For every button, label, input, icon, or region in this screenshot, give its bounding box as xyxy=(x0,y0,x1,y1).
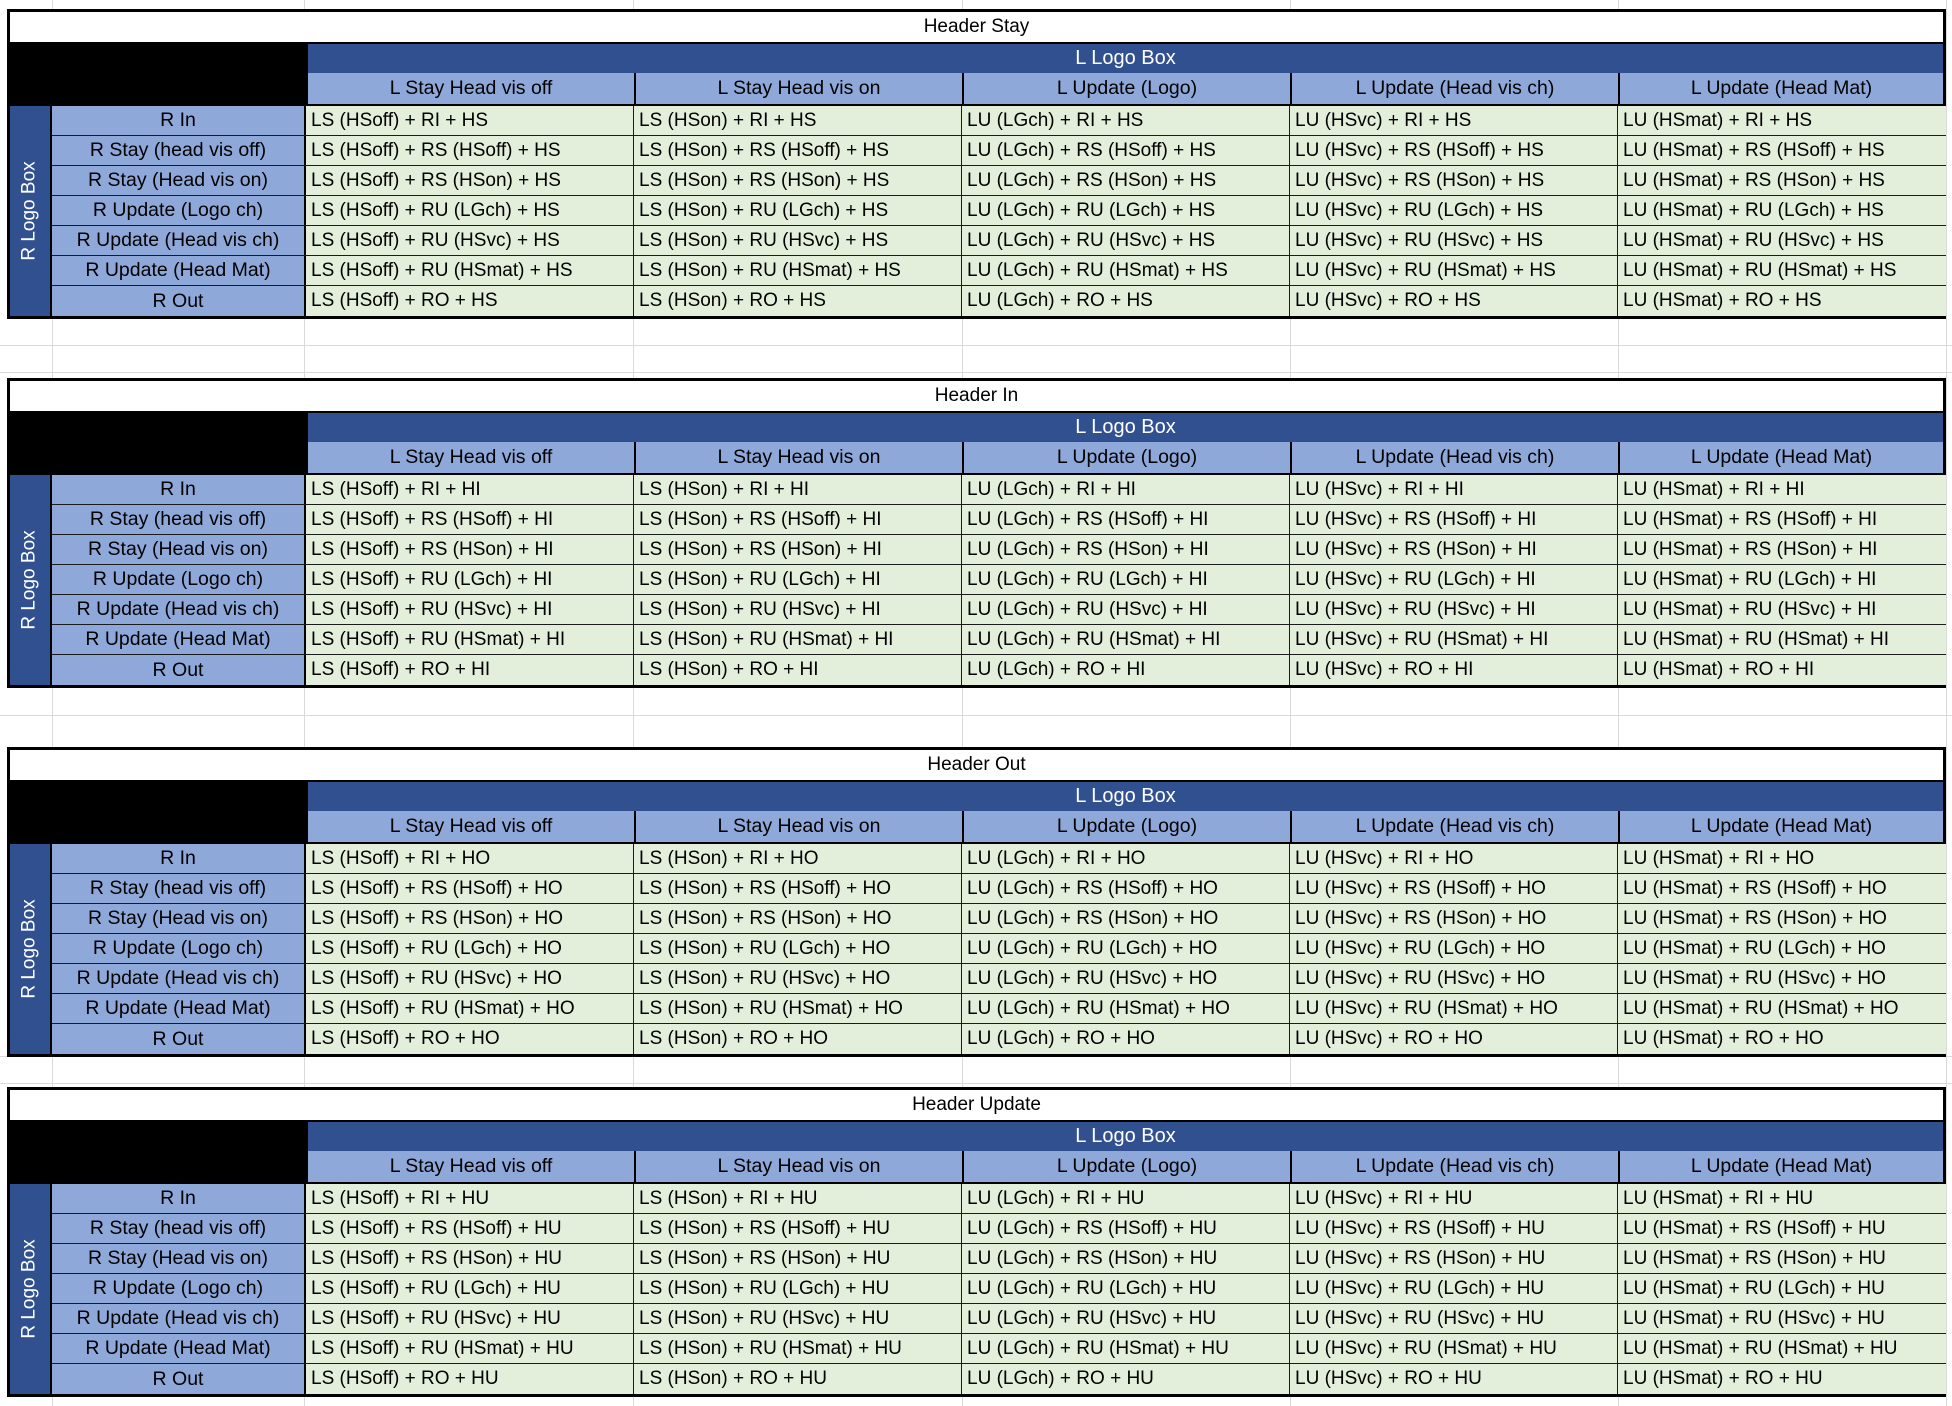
l-logo-row xyxy=(10,1122,1943,1151)
table-cell[interactable]: LS (HSoff) + RU (LGch) + HS xyxy=(306,196,634,225)
matrix-table xyxy=(7,9,1946,319)
table-row xyxy=(52,535,1946,565)
table-cell[interactable]: LU (HSvc) + RU (HSmat) + HS xyxy=(1290,256,1618,285)
table-cell[interactable]: LS (HSon) + RU (HSmat) + HO xyxy=(634,994,962,1023)
table-row xyxy=(52,844,1946,874)
column-header[interactable]: L Update (Head vis ch) xyxy=(1290,1151,1618,1182)
table-cell[interactable]: LU (HSvc) + RI + HU xyxy=(1290,1184,1618,1213)
table-cell[interactable]: LS (HSoff) + RO + HI xyxy=(306,655,634,685)
table-row xyxy=(52,934,1946,964)
table-cell[interactable]: LS (HSoff) + RU (LGch) + HI xyxy=(306,565,634,594)
table-cell[interactable]: LU (LGch) + RU (HSmat) + HS xyxy=(962,256,1290,285)
table-title[interactable]: Header Update xyxy=(10,1090,1943,1122)
table-cell[interactable]: LS (HSon) + RU (HSmat) + HU xyxy=(634,1334,962,1363)
column-header[interactable]: L Update (Head Mat) xyxy=(1618,442,1943,473)
matrix-table xyxy=(7,1087,1946,1397)
table-cell[interactable]: LU (HSvc) + RO + HS xyxy=(1290,286,1618,316)
column-header[interactable]: L Update (Logo) xyxy=(962,73,1290,104)
table-cell[interactable]: LS (HSoff) + RU (HSvc) + HU xyxy=(306,1304,634,1333)
table-cell[interactable]: LS (HSon) + RU (HSmat) + HI xyxy=(634,625,962,654)
table-cell[interactable]: LU (HSmat) + RI + HU xyxy=(1618,1184,1946,1213)
table-cell[interactable]: LU (HSmat) + RS (HSoff) + HU xyxy=(1618,1214,1946,1243)
table-cell[interactable]: LU (HSvc) + RU (LGch) + HU xyxy=(1290,1274,1618,1303)
table-cell[interactable]: LS (HSon) + RS (HSoff) + HU xyxy=(634,1214,962,1243)
r-logo-box-header[interactable] xyxy=(10,475,52,685)
row-header[interactable]: R Update (Head vis ch) xyxy=(52,595,306,624)
corner-cell[interactable] xyxy=(10,1122,306,1151)
column-header[interactable]: L Update (Head vis ch) xyxy=(1290,73,1618,104)
r-logo-box-label: R Logo Box xyxy=(19,161,41,261)
table-row xyxy=(52,1304,1946,1334)
l-logo-row xyxy=(10,44,1943,73)
row-header[interactable]: R Update (Logo ch) xyxy=(52,934,306,963)
corner-cell[interactable] xyxy=(10,73,306,104)
table-cell[interactable]: LS (HSon) + RU (LGch) + HS xyxy=(634,196,962,225)
r-logo-box-header[interactable] xyxy=(10,106,52,316)
table-cell[interactable]: LU (HSmat) + RS (HSoff) + HO xyxy=(1618,874,1946,903)
table-cell[interactable]: LS (HSoff) + RS (HSon) + HO xyxy=(306,904,634,933)
table-cell[interactable]: LU (HSvc) + RI + HO xyxy=(1290,844,1618,873)
table-row xyxy=(52,136,1946,166)
table-row xyxy=(52,1364,1946,1394)
table-cell[interactable]: LS (HSon) + RI + HI xyxy=(634,475,962,504)
column-header[interactable]: L Update (Head Mat) xyxy=(1618,811,1943,842)
row-header[interactable]: R Stay (head vis off) xyxy=(52,505,306,534)
table-cell[interactable]: LS (HSoff) + RU (HSmat) + HS xyxy=(306,256,634,285)
row-header[interactable]: R Update (Head Mat) xyxy=(52,1334,306,1363)
table-cell[interactable]: LU (HSmat) + RO + HS xyxy=(1618,286,1946,316)
row-header[interactable]: R Update (Head vis ch) xyxy=(52,226,306,255)
table-row xyxy=(52,655,1946,685)
row-header[interactable]: R Update (Logo ch) xyxy=(52,565,306,594)
column-header[interactable]: L Update (Logo) xyxy=(962,811,1290,842)
table-row xyxy=(52,286,1946,316)
column-header[interactable]: L Update (Logo) xyxy=(962,1151,1290,1182)
table-cell[interactable]: LU (HSmat) + RO + HO xyxy=(1618,1024,1946,1054)
table-row xyxy=(52,505,1946,535)
table-cell[interactable]: LS (HSon) + RU (HSmat) + HS xyxy=(634,256,962,285)
r-logo-box-label: R Logo Box xyxy=(19,899,41,999)
table-cell[interactable]: LU (LGch) + RS (HSon) + HS xyxy=(962,166,1290,195)
table-cell[interactable]: LS (HSon) + RO + HI xyxy=(634,655,962,685)
table-row xyxy=(52,964,1946,994)
table-cell[interactable]: LU (HSmat) + RI + HS xyxy=(1618,106,1946,135)
column-header-row xyxy=(10,811,1943,844)
table-cell[interactable]: LU (LGch) + RI + HO xyxy=(962,844,1290,873)
table-cell[interactable]: LU (HSvc) + RS (HSoff) + HS xyxy=(1290,136,1618,165)
table-cell[interactable]: LU (HSvc) + RU (HSmat) + HI xyxy=(1290,625,1618,654)
table-cell[interactable]: LS (HSon) + RU (HSvc) + HI xyxy=(634,595,962,624)
table-cell[interactable]: LU (HSvc) + RO + HO xyxy=(1290,1024,1618,1054)
table-cell[interactable]: LU (LGch) + RU (LGch) + HU xyxy=(962,1274,1290,1303)
table-cell[interactable]: LS (HSon) + RS (HSon) + HO xyxy=(634,904,962,933)
row-header[interactable]: R Stay (head vis off) xyxy=(52,1214,306,1243)
table-cell[interactable]: LU (HSvc) + RO + HU xyxy=(1290,1364,1618,1394)
table-cell[interactable]: LU (HSmat) + RU (HSvc) + HU xyxy=(1618,1304,1946,1333)
table-cell[interactable]: LU (LGch) + RO + HS xyxy=(962,286,1290,316)
table-cell[interactable]: LU (HSvc) + RU (HSmat) + HU xyxy=(1290,1334,1618,1363)
table-cell[interactable]: LU (HSvc) + RU (LGch) + HI xyxy=(1290,565,1618,594)
table-cell[interactable]: LU (HSvc) + RU (HSvc) + HO xyxy=(1290,964,1618,993)
row-header[interactable]: R Update (Head vis ch) xyxy=(52,1304,306,1333)
table-row xyxy=(52,1244,1946,1274)
table-cell[interactable]: LU (LGch) + RU (HSmat) + HI xyxy=(962,625,1290,654)
table-cell[interactable]: LU (LGch) + RU (LGch) + HI xyxy=(962,565,1290,594)
table-cell[interactable]: LU (HSmat) + RS (HSon) + HI xyxy=(1618,535,1946,564)
table-cell[interactable]: LS (HSoff) + RI + HO xyxy=(306,844,634,873)
table-cell[interactable]: LU (HSmat) + RU (HSvc) + HO xyxy=(1618,964,1946,993)
table-cell[interactable]: LS (HSoff) + RS (HSoff) + HS xyxy=(306,136,634,165)
row-header[interactable]: R In xyxy=(52,844,306,873)
corner-cell[interactable] xyxy=(10,811,306,842)
table-cell[interactable]: LS (HSon) + RI + HU xyxy=(634,1184,962,1213)
table-cell[interactable]: LU (HSvc) + RS (HSon) + HO xyxy=(1290,904,1618,933)
table-cell[interactable]: LU (LGch) + RU (LGch) + HO xyxy=(962,934,1290,963)
table-cell[interactable]: LU (LGch) + RO + HI xyxy=(962,655,1290,685)
corner-cell[interactable] xyxy=(10,442,306,473)
table-cell[interactable]: LS (HSoff) + RS (HSoff) + HO xyxy=(306,874,634,903)
corner-cell[interactable] xyxy=(10,413,306,442)
row-header[interactable]: R Update (Logo ch) xyxy=(52,196,306,225)
table-cell[interactable]: LU (HSmat) + RS (HSon) + HO xyxy=(1618,904,1946,933)
column-header[interactable]: L Update (Head Mat) xyxy=(1618,73,1943,104)
column-header[interactable]: L Stay Head vis on xyxy=(634,1151,962,1182)
table-cell[interactable]: LS (HSoff) + RU (HSmat) + HO xyxy=(306,994,634,1023)
table-cell[interactable]: LU (HSmat) + RU (HSvc) + HS xyxy=(1618,226,1946,255)
table-cell[interactable]: LS (HSon) + RO + HS xyxy=(634,286,962,316)
corner-cell[interactable] xyxy=(10,782,306,811)
table-cell[interactable]: LS (HSon) + RU (HSvc) + HS xyxy=(634,226,962,255)
table-cell[interactable]: LU (LGch) + RU (HSmat) + HO xyxy=(962,994,1290,1023)
table-cell[interactable]: LU (HSvc) + RS (HSon) + HU xyxy=(1290,1244,1618,1273)
table-cell[interactable]: LU (HSvc) + RO + HI xyxy=(1290,655,1618,685)
table-cell[interactable]: LU (HSmat) + RI + HI xyxy=(1618,475,1946,504)
row-header[interactable]: R Stay (Head vis on) xyxy=(52,904,306,933)
table-cell[interactable]: LU (LGch) + RS (HSon) + HI xyxy=(962,535,1290,564)
table-row xyxy=(52,904,1946,934)
table-cell[interactable]: LU (HSvc) + RU (LGch) + HO xyxy=(1290,934,1618,963)
row-header[interactable]: R Stay (Head vis on) xyxy=(52,166,306,195)
table-row xyxy=(52,106,1946,136)
row-header[interactable]: R Update (Head Mat) xyxy=(52,994,306,1023)
table-cell[interactable]: LU (LGch) + RU (LGch) + HS xyxy=(962,196,1290,225)
table-cell[interactable]: LU (HSmat) + RS (HSoff) + HS xyxy=(1618,136,1946,165)
table-cell[interactable]: LU (LGch) + RI + HU xyxy=(962,1184,1290,1213)
column-header-row xyxy=(10,73,1943,106)
table-cell[interactable]: LS (HSoff) + RU (LGch) + HU xyxy=(306,1274,634,1303)
table-cell[interactable]: LU (HSvc) + RU (HSvc) + HI xyxy=(1290,595,1618,624)
table-cell[interactable]: LS (HSoff) + RO + HO xyxy=(306,1024,634,1054)
table-cell[interactable]: LU (HSvc) + RU (HSmat) + HO xyxy=(1290,994,1618,1023)
table-row xyxy=(52,1214,1946,1244)
row-header[interactable]: R Update (Logo ch) xyxy=(52,1274,306,1303)
table-cell[interactable]: LU (HSvc) + RU (HSvc) + HS xyxy=(1290,226,1618,255)
row-header[interactable]: R Out xyxy=(52,1024,306,1054)
table-cell[interactable]: LU (HSmat) + RU (LGch) + HO xyxy=(1618,934,1946,963)
table-cell[interactable]: LS (HSoff) + RS (HSoff) + HU xyxy=(306,1214,634,1243)
table-cell[interactable]: LU (LGch) + RS (HSon) + HU xyxy=(962,1244,1290,1273)
table-cell[interactable]: LS (HSoff) + RI + HU xyxy=(306,1184,634,1213)
table-cell[interactable]: LU (HSmat) + RU (HSmat) + HU xyxy=(1618,1334,1946,1363)
table-cell[interactable]: LS (HSon) + RS (HSoff) + HS xyxy=(634,136,962,165)
table-row xyxy=(52,625,1946,655)
table-row xyxy=(52,595,1946,625)
table-cell[interactable]: LS (HSoff) + RU (HSvc) + HI xyxy=(306,595,634,624)
matrix-table xyxy=(7,378,1946,688)
table-cell[interactable]: LU (LGch) + RS (HSoff) + HU xyxy=(962,1214,1290,1243)
table-body xyxy=(10,106,1943,316)
table-cell[interactable]: LS (HSon) + RU (LGch) + HO xyxy=(634,934,962,963)
table-row xyxy=(52,1274,1946,1304)
table-body xyxy=(10,844,1943,1054)
r-logo-box-header[interactable] xyxy=(10,844,52,1054)
table-row xyxy=(52,1184,1946,1214)
column-header-row xyxy=(10,442,1943,475)
table-cell[interactable]: LU (LGch) + RS (HSoff) + HS xyxy=(962,136,1290,165)
row-header[interactable]: R Out xyxy=(52,1364,306,1394)
row-header[interactable]: R In xyxy=(52,106,306,135)
row-header[interactable]: R Out xyxy=(52,286,306,316)
table-cell[interactable]: LU (HSmat) + RU (LGch) + HI xyxy=(1618,565,1946,594)
table-cell[interactable]: LU (LGch) + RI + HS xyxy=(962,106,1290,135)
table-body xyxy=(10,1184,1943,1394)
corner-cell[interactable] xyxy=(10,1151,306,1182)
table-row xyxy=(52,1334,1946,1364)
table-cell[interactable]: LS (HSoff) + RU (HSmat) + HU xyxy=(306,1334,634,1363)
table-cell[interactable]: LU (LGch) + RI + HI xyxy=(962,475,1290,504)
r-logo-box-label: R Logo Box xyxy=(19,1239,41,1339)
table-cell[interactable]: LS (HSon) + RI + HO xyxy=(634,844,962,873)
table-cell[interactable]: LU (LGch) + RO + HU xyxy=(962,1364,1290,1394)
table-cell[interactable]: LS (HSoff) + RI + HI xyxy=(306,475,634,504)
table-cell[interactable]: LU (LGch) + RS (HSoff) + HI xyxy=(962,505,1290,534)
table-cell[interactable]: LS (HSoff) + RS (HSoff) + HI xyxy=(306,505,634,534)
column-header[interactable]: L Stay Head vis off xyxy=(306,73,634,104)
table-cell[interactable]: LU (HSvc) + RS (HSoff) + HU xyxy=(1290,1214,1618,1243)
table-cell[interactable]: LU (LGch) + RU (HSvc) + HI xyxy=(962,595,1290,624)
table-cell[interactable]: LU (HSvc) + RU (HSvc) + HU xyxy=(1290,1304,1618,1333)
column-header[interactable]: L Update (Head vis ch) xyxy=(1290,811,1618,842)
table-cell[interactable]: LU (HSmat) + RU (HSmat) + HI xyxy=(1618,625,1946,654)
column-header[interactable]: L Stay Head vis on xyxy=(634,73,962,104)
table-title[interactable]: Header Out xyxy=(10,750,1943,782)
table-cell[interactable]: LU (HSvc) + RU (LGch) + HS xyxy=(1290,196,1618,225)
column-header[interactable]: L Stay Head vis off xyxy=(306,811,634,842)
table-cell[interactable]: LU (HSmat) + RU (LGch) + HS xyxy=(1618,196,1946,225)
table-cell[interactable]: LU (HSmat) + RS (HSon) + HS xyxy=(1618,166,1946,195)
table-row xyxy=(52,475,1946,505)
column-header[interactable]: L Stay Head vis off xyxy=(306,442,634,473)
table-cell[interactable]: LU (HSvc) + RS (HSon) + HS xyxy=(1290,166,1618,195)
row-header[interactable]: R In xyxy=(52,475,306,504)
l-logo-box-header[interactable]: L Logo Box xyxy=(306,44,1943,73)
matrix-table xyxy=(7,747,1946,1057)
table-cell[interactable]: LS (HSoff) + RS (HSon) + HU xyxy=(306,1244,634,1273)
row-header[interactable]: R Stay (head vis off) xyxy=(52,136,306,165)
table-cell[interactable]: LS (HSoff) + RO + HU xyxy=(306,1364,634,1394)
row-header[interactable]: R Update (Head vis ch) xyxy=(52,964,306,993)
table-row xyxy=(52,565,1946,595)
column-header-row xyxy=(10,1151,1943,1184)
table-cell[interactable]: LS (HSoff) + RO + HS xyxy=(306,286,634,316)
table-row xyxy=(52,1024,1946,1054)
row-header[interactable]: R Update (Head Mat) xyxy=(52,625,306,654)
table-cell[interactable]: LS (HSon) + RU (LGch) + HU xyxy=(634,1274,962,1303)
table-cell[interactable]: LU (HSmat) + RI + HO xyxy=(1618,844,1946,873)
row-header[interactable]: R Stay (head vis off) xyxy=(52,874,306,903)
table-row xyxy=(52,256,1946,286)
table-cell[interactable]: LS (HSoff) + RS (HSon) + HS xyxy=(306,166,634,195)
table-cell[interactable]: LS (HSon) + RO + HO xyxy=(634,1024,962,1054)
table-cell[interactable]: LU (LGch) + RU (HSvc) + HU xyxy=(962,1304,1290,1333)
table-cell[interactable]: LU (HSmat) + RO + HU xyxy=(1618,1364,1946,1394)
table-cell[interactable]: LU (LGch) + RU (HSvc) + HS xyxy=(962,226,1290,255)
table-cell[interactable]: LS (HSon) + RS (HSon) + HS xyxy=(634,166,962,195)
table-cell[interactable]: LU (LGch) + RS (HSon) + HO xyxy=(962,904,1290,933)
table-cell[interactable]: LU (HSmat) + RS (HSoff) + HI xyxy=(1618,505,1946,534)
column-header[interactable]: L Stay Head vis on xyxy=(634,442,962,473)
table-body xyxy=(10,475,1943,685)
column-header[interactable]: L Stay Head vis off xyxy=(306,1151,634,1182)
table-cell[interactable]: LS (HSoff) + RU (LGch) + HO xyxy=(306,934,634,963)
r-logo-box-label: R Logo Box xyxy=(19,530,41,630)
table-cell[interactable]: LU (HSvc) + RS (HSoff) + HI xyxy=(1290,505,1618,534)
table-cell[interactable]: LU (HSvc) + RI + HI xyxy=(1290,475,1618,504)
table-cell[interactable]: LS (HSoff) + RU (HSvc) + HS xyxy=(306,226,634,255)
table-cell[interactable]: LU (LGch) + RO + HO xyxy=(962,1024,1290,1054)
table-cell[interactable]: LU (LGch) + RU (HSmat) + HU xyxy=(962,1334,1290,1363)
column-header[interactable]: L Update (Logo) xyxy=(962,442,1290,473)
l-logo-box-header[interactable]: L Logo Box xyxy=(306,413,1943,442)
table-cell[interactable]: LS (HSon) + RU (HSvc) + HU xyxy=(634,1304,962,1333)
table-cell[interactable]: LS (HSon) + RS (HSon) + HI xyxy=(634,535,962,564)
table-row xyxy=(52,874,1946,904)
row-header[interactable]: R Update (Head Mat) xyxy=(52,256,306,285)
column-header[interactable]: L Stay Head vis on xyxy=(634,811,962,842)
table-cell[interactable]: LS (HSoff) + RS (HSon) + HI xyxy=(306,535,634,564)
l-logo-row xyxy=(10,413,1943,442)
column-header[interactable]: L Update (Head vis ch) xyxy=(1290,442,1618,473)
row-header[interactable]: R Stay (Head vis on) xyxy=(52,535,306,564)
table-cell[interactable]: LS (HSon) + RI + HS xyxy=(634,106,962,135)
table-cell[interactable]: LU (HSvc) + RI + HS xyxy=(1290,106,1618,135)
table-cell[interactable]: LU (LGch) + RS (HSoff) + HO xyxy=(962,874,1290,903)
table-cell[interactable]: LS (HSon) + RO + HU xyxy=(634,1364,962,1394)
table-cell[interactable]: LS (HSon) + RS (HSon) + HU xyxy=(634,1244,962,1273)
table-cell[interactable]: LS (HSon) + RS (HSoff) + HI xyxy=(634,505,962,534)
table-cell[interactable]: LU (HSmat) + RS (HSon) + HU xyxy=(1618,1244,1946,1273)
table-cell[interactable]: LS (HSoff) + RI + HS xyxy=(306,106,634,135)
table-cell[interactable]: LU (HSvc) + RS (HSoff) + HO xyxy=(1290,874,1618,903)
table-cell[interactable]: LU (HSmat) + RU (HSmat) + HO xyxy=(1618,994,1946,1023)
table-row xyxy=(52,994,1946,1024)
table-cell[interactable]: LS (HSon) + RU (HSvc) + HO xyxy=(634,964,962,993)
row-header[interactable]: R Out xyxy=(52,655,306,685)
table-row xyxy=(52,196,1946,226)
table-row xyxy=(52,226,1946,256)
table-cell[interactable]: LU (HSmat) + RO + HI xyxy=(1618,655,1946,685)
l-logo-row xyxy=(10,782,1943,811)
r-logo-box-header[interactable] xyxy=(10,1184,52,1394)
table-title[interactable]: Header In xyxy=(10,381,1943,413)
table-cell[interactable]: LU (HSmat) + RU (HSvc) + HI xyxy=(1618,595,1946,624)
l-logo-box-header[interactable]: L Logo Box xyxy=(306,782,1943,811)
table-cell[interactable]: LU (HSvc) + RS (HSon) + HI xyxy=(1290,535,1618,564)
row-header[interactable]: R Stay (Head vis on) xyxy=(52,1244,306,1273)
table-cell[interactable]: LS (HSon) + RU (LGch) + HI xyxy=(634,565,962,594)
l-logo-box-header[interactable]: L Logo Box xyxy=(306,1122,1943,1151)
column-header[interactable]: L Update (Head Mat) xyxy=(1618,1151,1943,1182)
corner-cell[interactable] xyxy=(10,44,306,73)
table-cell[interactable]: LU (HSmat) + RU (HSmat) + HS xyxy=(1618,256,1946,285)
table-cell[interactable]: LS (HSoff) + RU (HSmat) + HI xyxy=(306,625,634,654)
table-cell[interactable]: LU (HSmat) + RU (LGch) + HU xyxy=(1618,1274,1946,1303)
table-title[interactable]: Header Stay xyxy=(10,12,1943,44)
table-cell[interactable]: LS (HSoff) + RU (HSvc) + HO xyxy=(306,964,634,993)
row-header[interactable]: R In xyxy=(52,1184,306,1213)
table-cell[interactable]: LS (HSon) + RS (HSoff) + HO xyxy=(634,874,962,903)
table-cell[interactable]: LU (LGch) + RU (HSvc) + HO xyxy=(962,964,1290,993)
table-row xyxy=(52,166,1946,196)
